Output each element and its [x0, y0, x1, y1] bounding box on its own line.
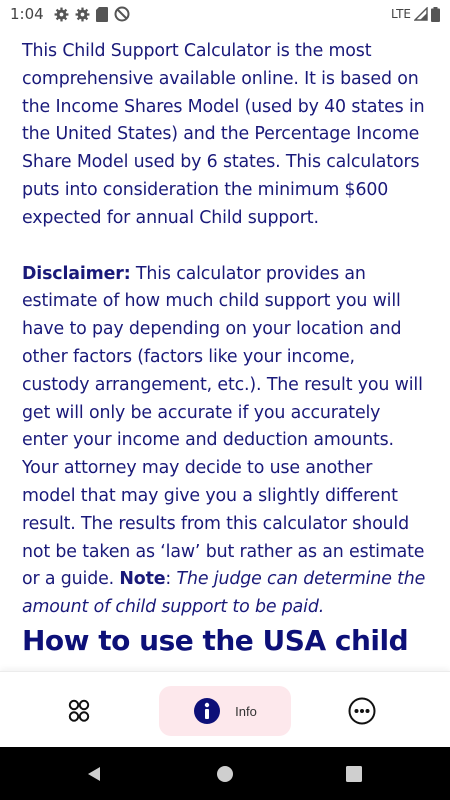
- status-icons-right: [391, 0, 440, 28]
- note-label: Note: [119, 569, 166, 590]
- sd-card-icon: [96, 7, 108, 22]
- info-icon: [193, 697, 221, 725]
- signal-icon: [414, 7, 428, 21]
- recents-button[interactable]: [329, 747, 379, 800]
- people-group-icon: [66, 698, 92, 724]
- status-bar: [0, 0, 450, 28]
- bottom-navigation: [0, 671, 450, 748]
- intro-paragraph: This Child Support Calculator is the most comprehensive available online. It is based on the Income Shares Model (used by 40 states in the United States) and the Percentage Income Share Model used by 6 states. This calculators puts into consideration the minimum $600 expected for annual Child support.: [22, 41, 425, 228]
- nav-more-tab[interactable]: [337, 686, 387, 736]
- section-heading: How to use the USA child: [22, 624, 409, 657]
- home-icon: [216, 765, 234, 783]
- status-time: 1:04: [10, 5, 44, 23]
- back-button[interactable]: [69, 747, 119, 800]
- disclaimer-paragraph: [22, 261, 426, 622]
- back-icon: [85, 765, 103, 783]
- status-icons-left: [54, 6, 130, 22]
- info-content: [22, 38, 426, 622]
- gear-icon: [54, 7, 69, 22]
- more-icon: [348, 697, 376, 725]
- disclaimer-label: Disclaimer:: [22, 263, 131, 284]
- nav-info-tab[interactable]: [159, 686, 291, 736]
- gear-icon: [75, 7, 90, 22]
- battery-icon: [431, 7, 440, 22]
- disclaimer-text: This calculator provides an estimate of how much child support you will have to pay depending on your location and other factors (factors like your income, custody arrangement, etc.). The result you will get will only be accurate if you accurately enter your income and deduction amounts. Your attorney may decide to use another model that may give you a slightly different result. The results from this calculator should not be taken as ‘law’ but rather as an estimate or a guide.: [22, 263, 425, 590]
- system-navigation-bar: [0, 747, 450, 800]
- network-type: LTE: [391, 7, 411, 21]
- home-button[interactable]: [200, 747, 250, 800]
- recents-icon: [346, 766, 362, 782]
- nav-info-label: Info: [235, 703, 257, 719]
- note-text: The judge can determine the amount of child support to be paid.: [22, 569, 426, 618]
- no-data-icon: [114, 6, 130, 22]
- nav-home-tab[interactable]: [54, 686, 104, 736]
- note-colon: :: [165, 569, 177, 590]
